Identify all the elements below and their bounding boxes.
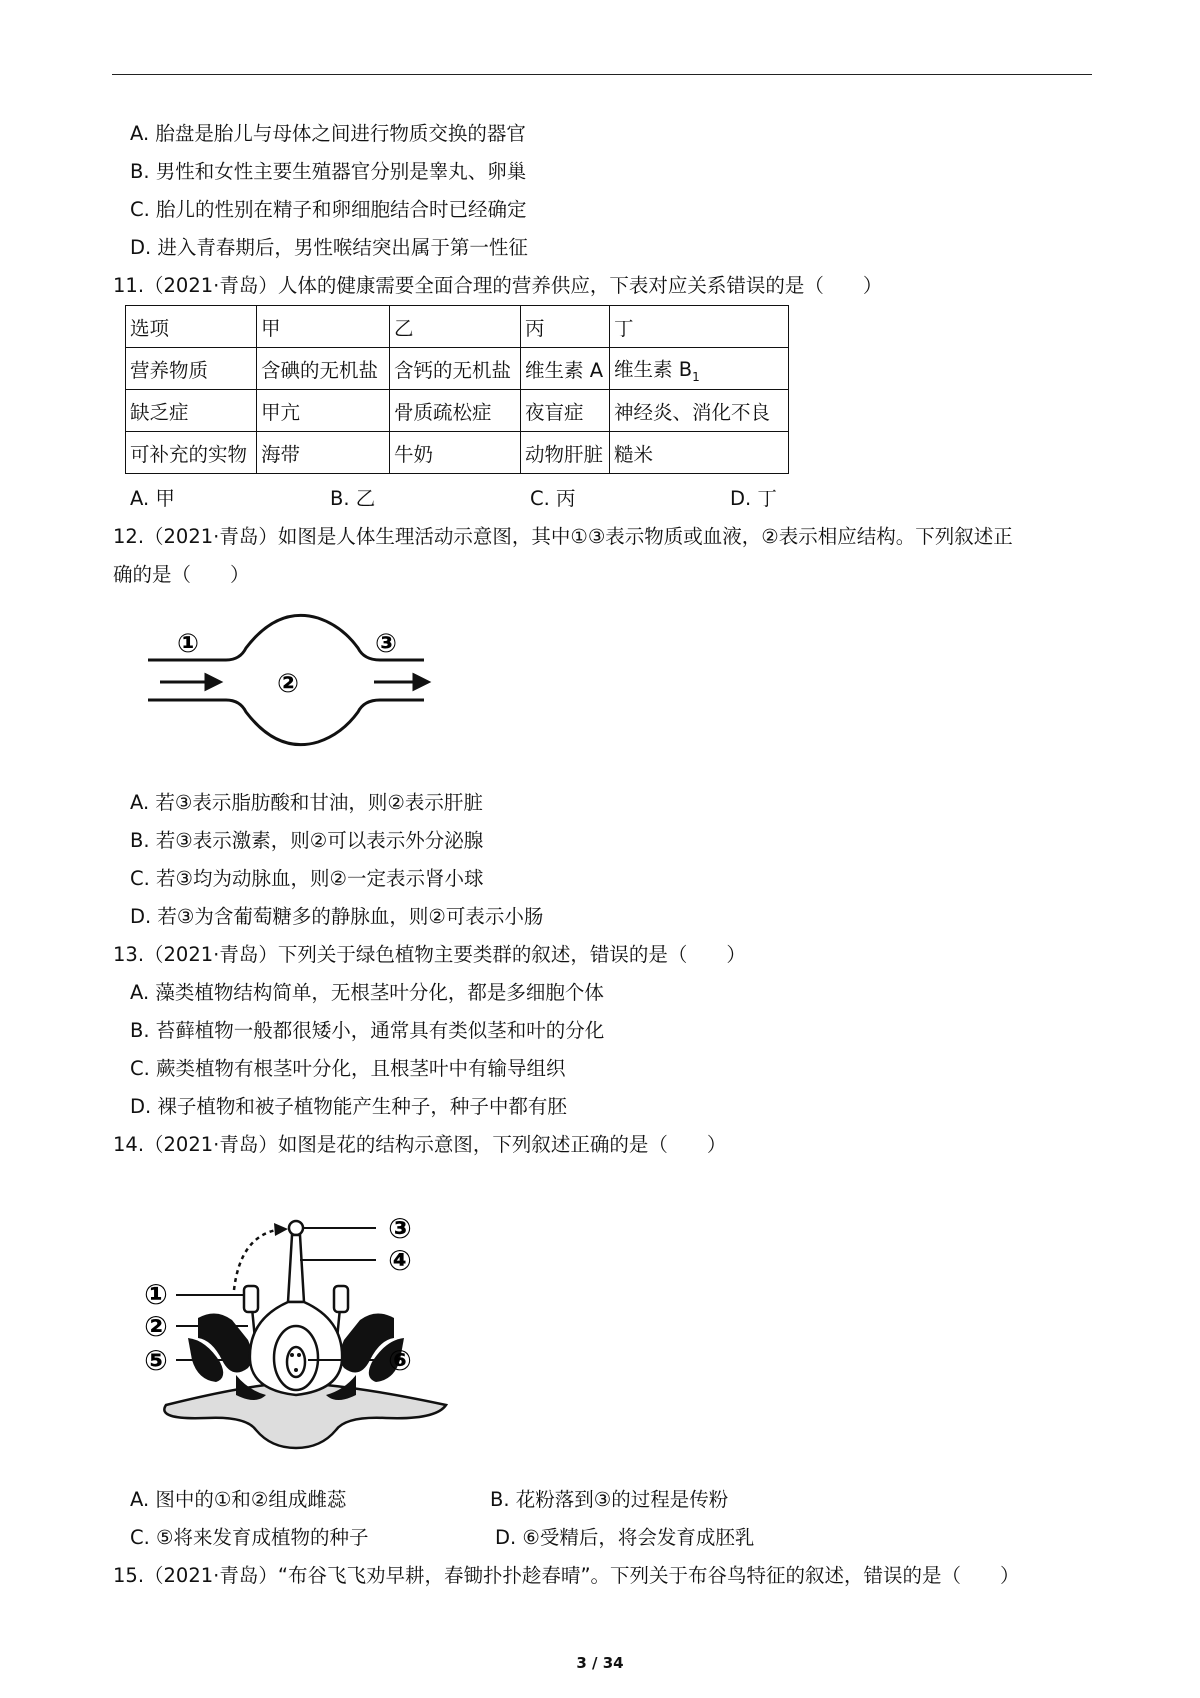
q14-stem: 14.（2021·青岛）如图是花的结构示意图，下列叙述正确的是（ ） — [113, 1133, 727, 1156]
q12-option-b: B. 若③表示激素，则②可以表示外分泌腺 — [130, 829, 484, 852]
nutrition-table — [125, 305, 789, 474]
table-row — [126, 348, 789, 390]
q11-option-c: C. 丙 — [530, 487, 576, 510]
table-cell: 丁 — [610, 306, 789, 348]
q13-option-b: B. 苔藓植物一般都很矮小，通常具有类似茎和叶的分化 — [130, 1019, 605, 1042]
table-cell-b1 — [610, 348, 789, 390]
q14-label-5: ⑤ — [144, 1344, 168, 1377]
table-cell: 丙 — [521, 306, 610, 348]
q10-option-c: C. 胎儿的性别在精子和卵细胞结合时已经确定 — [130, 198, 527, 221]
table-cell: 神经炎、消化不良 — [610, 390, 789, 432]
q11-stem: 11.（2021·青岛）人体的健康需要全面合理的营养供应，下表对应关系错误的是（ ） — [113, 274, 883, 297]
table-cell: 乙 — [390, 306, 521, 348]
table-cell: 含钙的无机盐 — [390, 348, 521, 390]
q12-stem-line1: 12.（2021·青岛）如图是人体生理活动示意图，其中①③表示物质或血液，②表示相应结构。下列叙述正 — [113, 525, 1013, 548]
q10-option-b: B. 男性和女性主要生殖器官分别是睾丸、卵巢 — [130, 160, 527, 183]
table-row — [126, 432, 789, 474]
q13-option-d: D. 裸子植物和被子植物能产生种子，种子中都有胚 — [130, 1095, 567, 1118]
q11-option-b: B. 乙 — [330, 487, 376, 510]
header-rule — [112, 74, 1092, 75]
q10-option-d: D. 进入青春期后，男性喉结突出属于第一性征 — [130, 236, 528, 259]
q12-option-a: A. 若③表示脂肪酸和甘油，则②表示肝脏 — [130, 791, 483, 814]
table-cell: 甲亢 — [257, 390, 390, 432]
q12-option-d: D. 若③为含葡萄糖多的静脉血，则②可表示小肠 — [130, 905, 544, 928]
table-cell: 海带 — [257, 432, 390, 474]
table-cell: 可补充的实物 — [126, 432, 257, 474]
q12-label-1: ① — [176, 629, 200, 659]
table-cell: 夜盲症 — [521, 390, 610, 432]
q14-option-c: C. ⑤将来发育成植物的种子 — [130, 1526, 369, 1549]
q12-option-c: C. 若③均为动脉血，则②一定表示肾小球 — [130, 867, 484, 890]
q14-option-d: D. ⑥受精后，将会发育成胚乳 — [495, 1526, 755, 1549]
table-cell: 甲 — [257, 306, 390, 348]
cell-text: 维生素 B — [614, 357, 693, 381]
q14-label-3: ③ — [388, 1212, 412, 1245]
q12-label-2: ② — [276, 669, 300, 699]
flower-structure-diagram — [136, 1190, 456, 1450]
table-cell: 含碘的无机盐 — [257, 348, 390, 390]
q14-label-1: ① — [144, 1278, 168, 1311]
q14-label-6: ⑥ — [388, 1344, 412, 1377]
physiology-diagram — [148, 610, 438, 740]
q14-label-2: ② — [144, 1310, 168, 1343]
q11-option-a: A. 甲 — [130, 487, 175, 510]
table-row — [126, 390, 789, 432]
table-cell: 骨质疏松症 — [390, 390, 521, 432]
table-cell: 维生素 A — [521, 348, 610, 390]
table-cell: 牛奶 — [390, 432, 521, 474]
q14-option-a: A. 图中的①和②组成雌蕊 — [130, 1488, 347, 1511]
q13-stem: 13.（2021·青岛）下列关于绿色植物主要类群的叙述，错误的是（ ） — [113, 943, 746, 966]
q11-option-d: D. 丁 — [730, 487, 777, 510]
table-cell: 营养物质 — [126, 348, 257, 390]
q13-option-a: A. 藻类植物结构简单，无根茎叶分化，都是多细胞个体 — [130, 981, 604, 1004]
table-cell: 动物肝脏 — [521, 432, 610, 474]
table-row — [126, 306, 789, 348]
q15-stem: 15.（2021·青岛）“布谷飞飞劝早耕，春锄扑扑趁春晴”。下列关于布谷鸟特征的叙述，错误的是（ ） — [113, 1564, 1020, 1587]
q12-stem-line2: 确的是（ ） — [113, 563, 250, 586]
q13-option-c: C. 蕨类植物有根茎叶分化，且根茎叶中有输导组织 — [130, 1057, 566, 1080]
table-cell: 糙米 — [610, 432, 789, 474]
subscript: 1 — [692, 369, 700, 384]
table-cell: 选项 — [126, 306, 257, 348]
q10-option-a: A. 胎盘是胎儿与母体之间进行物质交换的器官 — [130, 122, 526, 145]
page-number: 3 / 34 — [576, 1654, 624, 1672]
q14-label-4: ④ — [388, 1244, 412, 1277]
q14-option-b: B. 花粉落到③的过程是传粉 — [490, 1488, 729, 1511]
q12-label-3: ③ — [374, 629, 398, 659]
table-cell: 缺乏症 — [126, 390, 257, 432]
